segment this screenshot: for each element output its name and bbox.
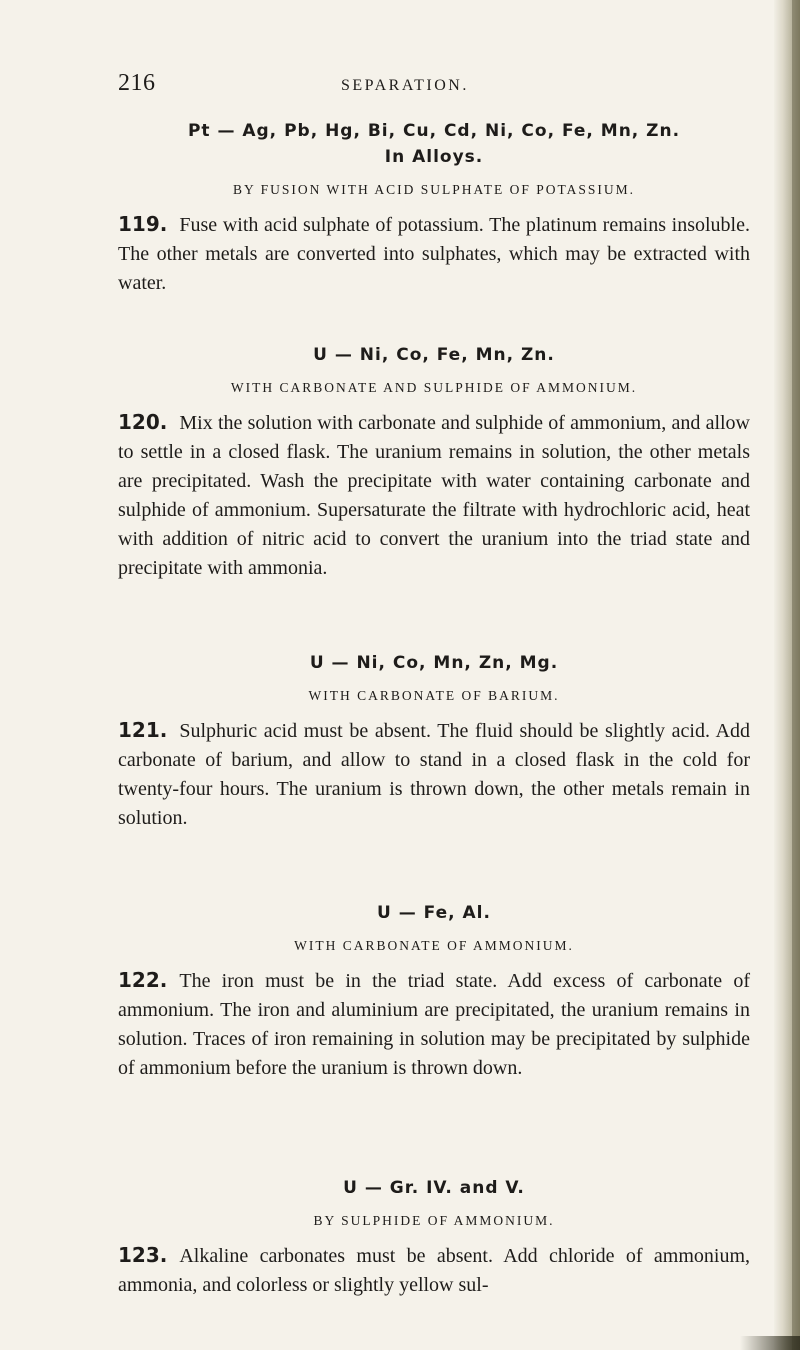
section-119 — [118, 118, 750, 298]
section-formula: U — Ni, Co, Fe, Mn, Zn. — [313, 345, 555, 365]
section-121 — [118, 650, 750, 833]
paragraph-text: Sulphuric acid must be absent. The fluid should be slightly acid. Add carbonate of barium, and allow to stand in a closed flask in the cold for twenty-four hours. The uranium is thrown down, the other metals remain in solution. — [118, 720, 750, 829]
section-method: WITH CARBONATE OF BARIUM. — [308, 688, 560, 703]
section-formula: U — Ni, Co, Mn, Zn, Mg. — [309, 653, 559, 673]
paragraph-number: 123. — [118, 1243, 168, 1267]
section-method: WITH CARBONATE AND SULPHIDE OF AMMONIUM. — [230, 380, 638, 395]
section-paragraph — [118, 716, 750, 833]
paragraph-number: 121. — [118, 718, 168, 742]
section-method: BY FUSION WITH ACID SULPHATE OF POTASSIUM. — [232, 182, 636, 197]
section-123 — [118, 1175, 750, 1300]
running-head: SEPARATION. — [341, 77, 469, 94]
section-formula: U — Gr. IV. and V. — [343, 1178, 525, 1198]
paragraph-number: 119. — [118, 212, 168, 236]
paragraph-number: 120. — [118, 410, 168, 434]
section-paragraph — [118, 966, 750, 1083]
paragraph-text: Mix the solution with carbonate and sulphide of ammonium, and allow to settle in a closed flask. The uranium remains in solution, the other metals are precipitated. Wash the precipitate with water containing carbonate and sulphide of ammonium. Supersaturate the filtrate with hydrochloric acid, heat with addition of nitric acid to convert the uranium into the triad state and precipitate with ammonia. — [118, 412, 750, 579]
page-number: 216 — [118, 70, 156, 96]
section-formula: U — Fe, Al. — [377, 903, 491, 923]
paragraph-text: Fuse with acid sulphate of potassium. The platinum remains insoluble. The other metals are converted into sulphates, which may be extracted with water. — [118, 214, 750, 294]
section-122 — [118, 900, 750, 1083]
section-method: BY SULPHIDE OF AMMONIUM. — [313, 1213, 555, 1228]
section-120 — [118, 342, 750, 583]
paragraph-text: The iron must be in the triad state. Add excess of carbonate of ammonium. The iron and aluminium are precipitated, the uranium remains in solution. Traces of iron remaining in solution may be precipitated by sulphide of ammonium before the uranium is thrown down. — [118, 970, 750, 1079]
section-paragraph — [118, 408, 750, 583]
section-subformula: In Alloys. — [384, 147, 484, 167]
section-method: WITH CARBONATE OF AMMONIUM. — [294, 938, 574, 953]
section-paragraph — [118, 210, 750, 298]
paragraph-text: Alkaline carbonates must be absent. Add chloride of ammonium, ammonia, and colorless or slightly yellow sul- — [118, 1245, 750, 1296]
section-formula: Pt — Ag, Pb, Hg, Bi, Cu, Cd, Ni, Co, Fe, Mn, Zn. — [187, 121, 681, 141]
section-paragraph — [118, 1241, 750, 1300]
page-edge-dark — [792, 0, 800, 1350]
paragraph-number: 122. — [118, 968, 168, 992]
page-corner-shadow — [740, 1336, 800, 1350]
